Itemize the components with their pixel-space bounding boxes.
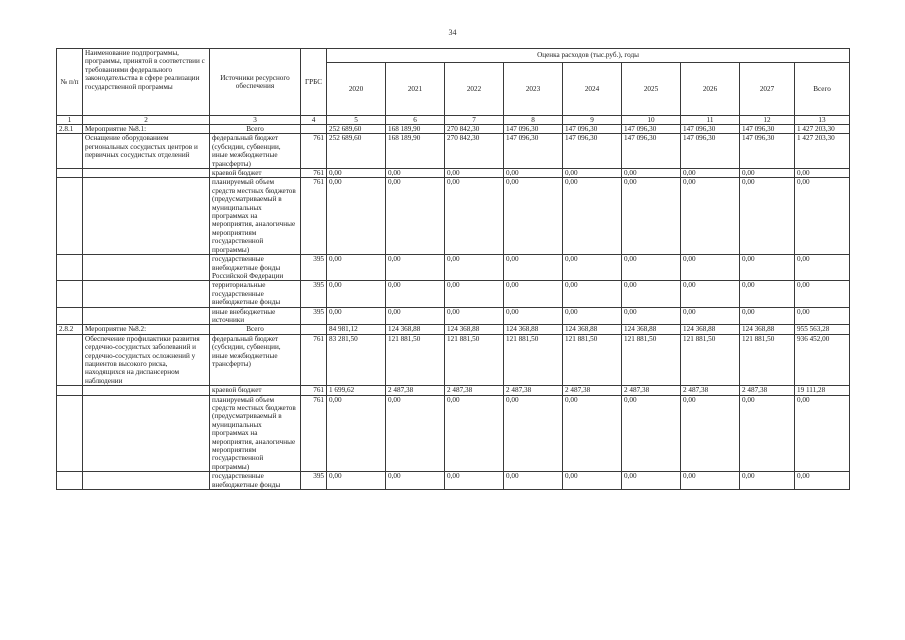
- amount-cell: 270 842,30: [445, 125, 504, 134]
- amount-cell: 124 368,88: [386, 325, 445, 334]
- amount-cell: 0,00: [681, 281, 740, 307]
- header-year: 2024: [563, 63, 622, 116]
- amount-cell: 0,00: [386, 255, 445, 281]
- amount-cell: 0,00: [386, 307, 445, 325]
- amount-cell: 0,00: [327, 281, 386, 307]
- table-row: [57, 395, 850, 472]
- funding-source: краевой бюджет: [210, 386, 301, 395]
- measure-number: [57, 472, 83, 490]
- amount-cell: 0,00: [681, 472, 740, 490]
- amount-cell: 147 096,30: [563, 134, 622, 169]
- amount-cell: 0,00: [386, 169, 445, 178]
- amount-cell: 147 096,30: [681, 134, 740, 169]
- measure-name-cell: [83, 178, 210, 255]
- measure-number: 2.8.1: [57, 125, 83, 134]
- column-number: 5: [327, 116, 386, 125]
- amount-cell: 0,00: [386, 472, 445, 490]
- amount-cell: 0,00: [327, 395, 386, 472]
- amount-cell: 0,00: [740, 169, 795, 178]
- header-group-title: Оценка расходов (тыс.руб.), годы: [327, 49, 850, 63]
- funding-source: планируемый объем средств местных бюджетов (предусматриваемый в муниципальных программах на мероприятия, аналогичные мероприятиям государственной программы): [210, 178, 301, 255]
- amount-cell: 121 881,50: [740, 334, 795, 385]
- amount-cell: 2 487,38: [622, 386, 681, 395]
- amount-cell: 0,00: [795, 169, 850, 178]
- measure-number: [57, 134, 83, 169]
- amount-cell: 0,00: [445, 307, 504, 325]
- amount-cell: 936 452,00: [795, 334, 850, 385]
- amount-cell: 0,00: [795, 395, 850, 472]
- amount-cell: 0,00: [445, 395, 504, 472]
- amount-cell: 2 487,38: [563, 386, 622, 395]
- amount-cell: 121 881,50: [622, 334, 681, 385]
- measure-description: Обеспечение профилактики развития сердечно-сосудистых заболеваний и сердечно-сосудистых осложнений у пациентов высокого риска, находящихся на диспансерном наблюдении: [83, 334, 210, 385]
- grbs-code: [301, 125, 327, 134]
- amount-cell: 0,00: [681, 307, 740, 325]
- measure-name-cell: [83, 255, 210, 281]
- column-number: 9: [563, 116, 622, 125]
- header-year: 2025: [622, 63, 681, 116]
- table-row: [57, 169, 850, 178]
- budget-table: [56, 48, 850, 490]
- measure-number: [57, 386, 83, 395]
- measure-description: Оснащение оборудованием региональных сосудистых центров и первичных сосудистых отделений: [83, 134, 210, 169]
- amount-cell: 2 487,38: [445, 386, 504, 395]
- grbs-code: 761: [301, 178, 327, 255]
- amount-cell: 121 881,50: [386, 334, 445, 385]
- grbs-code: 761: [301, 169, 327, 178]
- measure-name-cell: [83, 307, 210, 325]
- funding-source: территориальные государственные внебюджетные фонды: [210, 281, 301, 307]
- table-row: [57, 472, 850, 490]
- measure-number: [57, 169, 83, 178]
- amount-cell: 0,00: [445, 281, 504, 307]
- funding-source: Всего: [210, 325, 301, 334]
- amount-cell: 1 699,62: [327, 386, 386, 395]
- grbs-code: 395: [301, 255, 327, 281]
- amount-cell: 0,00: [795, 307, 850, 325]
- header-num: № п/п: [57, 49, 83, 116]
- header-year: 2020: [327, 63, 386, 116]
- amount-cell: 19 111,28: [795, 386, 850, 395]
- funding-source: планируемый объем средств местных бюджетов (предусматриваемый в муниципальных программах на мероприятия, аналогичные мероприятиям государственной программы): [210, 395, 301, 472]
- table-row: [57, 178, 850, 255]
- amount-cell: 83 281,50: [327, 334, 386, 385]
- amount-cell: 0,00: [445, 472, 504, 490]
- amount-cell: 0,00: [681, 255, 740, 281]
- amount-cell: 955 563,28: [795, 325, 850, 334]
- column-number: 4: [301, 116, 327, 125]
- measure-title: Мероприятие №8.1:: [83, 125, 210, 134]
- amount-cell: 0,00: [795, 255, 850, 281]
- table-row: [57, 307, 850, 325]
- amount-cell: 0,00: [681, 395, 740, 472]
- measure-name-cell: [83, 169, 210, 178]
- funding-source: федеральный бюджет (субсидии, субвенции, иные межбюджетные трансферты): [210, 134, 301, 169]
- grbs-code: 395: [301, 307, 327, 325]
- header-source: Источники ресурсного обеспечения: [210, 49, 301, 116]
- amount-cell: 168 189,90: [386, 134, 445, 169]
- amount-cell: 2 487,38: [681, 386, 740, 395]
- amount-cell: 0,00: [563, 395, 622, 472]
- amount-cell: 0,00: [795, 178, 850, 255]
- amount-cell: 147 096,30: [622, 134, 681, 169]
- amount-cell: 0,00: [386, 178, 445, 255]
- measure-name-cell: [83, 395, 210, 472]
- amount-cell: 0,00: [504, 178, 563, 255]
- amount-cell: 0,00: [622, 178, 681, 255]
- amount-cell: 0,00: [740, 395, 795, 472]
- header-year: 2023: [504, 63, 563, 116]
- amount-cell: 0,00: [563, 472, 622, 490]
- amount-cell: 0,00: [795, 281, 850, 307]
- header-year: 2021: [386, 63, 445, 116]
- measure-name-cell: [83, 472, 210, 490]
- amount-cell: 147 096,30: [622, 125, 681, 134]
- measure-number: [57, 178, 83, 255]
- amount-cell: 121 881,50: [504, 334, 563, 385]
- amount-cell: 147 096,30: [563, 125, 622, 134]
- measure-number: [57, 307, 83, 325]
- amount-cell: 0,00: [681, 169, 740, 178]
- amount-cell: 147 096,30: [740, 125, 795, 134]
- table-row: [57, 125, 850, 134]
- header-total: Всего: [795, 63, 850, 116]
- measure-number: [57, 395, 83, 472]
- grbs-code: 761: [301, 395, 327, 472]
- amount-cell: 1 427 203,30: [795, 125, 850, 134]
- amount-cell: 2 487,38: [386, 386, 445, 395]
- amount-cell: 0,00: [563, 255, 622, 281]
- grbs-code: 761: [301, 334, 327, 385]
- amount-cell: 0,00: [563, 169, 622, 178]
- header-year: 2027: [740, 63, 795, 116]
- grbs-code: 761: [301, 134, 327, 169]
- amount-cell: 0,00: [740, 281, 795, 307]
- amount-cell: 0,00: [445, 178, 504, 255]
- measure-name-cell: [83, 386, 210, 395]
- amount-cell: 0,00: [386, 281, 445, 307]
- amount-cell: 121 881,50: [563, 334, 622, 385]
- measure-title: Мероприятие №8.2:: [83, 325, 210, 334]
- amount-cell: 0,00: [740, 472, 795, 490]
- column-number: 12: [740, 116, 795, 125]
- amount-cell: 0,00: [740, 307, 795, 325]
- amount-cell: 0,00: [563, 281, 622, 307]
- column-number: 1: [57, 116, 83, 125]
- amount-cell: 0,00: [327, 472, 386, 490]
- amount-cell: 147 096,30: [504, 125, 563, 134]
- column-number: 6: [386, 116, 445, 125]
- amount-cell: 84 981,12: [327, 325, 386, 334]
- amount-cell: 0,00: [563, 307, 622, 325]
- amount-cell: 121 881,50: [445, 334, 504, 385]
- amount-cell: 121 881,50: [681, 334, 740, 385]
- measure-number: [57, 334, 83, 385]
- amount-cell: 0,00: [445, 169, 504, 178]
- grbs-code: 761: [301, 386, 327, 395]
- amount-cell: 147 096,30: [740, 134, 795, 169]
- grbs-code: 395: [301, 472, 327, 490]
- table-row: [57, 325, 850, 334]
- amount-cell: 0,00: [622, 255, 681, 281]
- amount-cell: 2 487,38: [740, 386, 795, 395]
- amount-cell: 0,00: [681, 178, 740, 255]
- amount-cell: 124 368,88: [445, 325, 504, 334]
- measure-number: 2.8.2: [57, 325, 83, 334]
- amount-cell: 252 689,60: [327, 134, 386, 169]
- funding-source: государственные внебюджетные фонды Российской Федерации: [210, 255, 301, 281]
- amount-cell: 0,00: [563, 178, 622, 255]
- amount-cell: 0,00: [504, 281, 563, 307]
- amount-cell: 0,00: [622, 281, 681, 307]
- column-number: 7: [445, 116, 504, 125]
- funding-source: краевой бюджет: [210, 169, 301, 178]
- column-number: 3: [210, 116, 301, 125]
- amount-cell: 147 096,30: [681, 125, 740, 134]
- amount-cell: 0,00: [622, 395, 681, 472]
- amount-cell: 0,00: [622, 307, 681, 325]
- column-number: 2: [83, 116, 210, 125]
- amount-cell: 0,00: [504, 169, 563, 178]
- amount-cell: 0,00: [327, 178, 386, 255]
- column-numbers-row: [57, 116, 850, 125]
- measure-number: [57, 281, 83, 307]
- table-body: [57, 125, 850, 490]
- amount-cell: 168 189,90: [386, 125, 445, 134]
- amount-cell: 0,00: [504, 307, 563, 325]
- table-row: [57, 255, 850, 281]
- amount-cell: 0,00: [740, 178, 795, 255]
- amount-cell: 0,00: [327, 255, 386, 281]
- amount-cell: 124 368,88: [622, 325, 681, 334]
- amount-cell: 124 368,88: [681, 325, 740, 334]
- measure-number: [57, 255, 83, 281]
- amount-cell: 0,00: [740, 255, 795, 281]
- column-number: 10: [622, 116, 681, 125]
- funding-source: Всего: [210, 125, 301, 134]
- amount-cell: 0,00: [504, 395, 563, 472]
- amount-cell: 124 368,88: [504, 325, 563, 334]
- amount-cell: 124 368,88: [740, 325, 795, 334]
- column-number: 11: [681, 116, 740, 125]
- funding-source: государственные внебюджетные фонды: [210, 472, 301, 490]
- column-number: 13: [795, 116, 850, 125]
- table-row: [57, 334, 850, 385]
- amount-cell: 0,00: [622, 169, 681, 178]
- amount-cell: 147 096,30: [504, 134, 563, 169]
- funding-source: иные внебюджетные источники: [210, 307, 301, 325]
- amount-cell: 0,00: [504, 255, 563, 281]
- amount-cell: 0,00: [386, 395, 445, 472]
- table-row: [57, 386, 850, 395]
- amount-cell: 270 842,30: [445, 134, 504, 169]
- table-row: [57, 134, 850, 169]
- header-year: 2022: [445, 63, 504, 116]
- column-number: 8: [504, 116, 563, 125]
- amount-cell: 1 427 203,30: [795, 134, 850, 169]
- amount-cell: 0,00: [327, 307, 386, 325]
- amount-cell: 124 368,88: [563, 325, 622, 334]
- amount-cell: 0,00: [504, 472, 563, 490]
- funding-source: федеральный бюджет (субсидии, субвенции, иные межбюджетные трансферты): [210, 334, 301, 385]
- amount-cell: 0,00: [622, 472, 681, 490]
- measure-name-cell: [83, 281, 210, 307]
- amount-cell: 0,00: [795, 472, 850, 490]
- header-grbs: ГРБС: [301, 49, 327, 116]
- header-year: 2026: [681, 63, 740, 116]
- page-number: 34: [448, 28, 457, 37]
- amount-cell: 0,00: [327, 169, 386, 178]
- grbs-code: [301, 325, 327, 334]
- header-name: Наименование подпрограммы, программы, принятой в соответствии с требованиями федерального законодательства в сфере реализации государственной программы: [83, 49, 210, 116]
- amount-cell: 0,00: [445, 255, 504, 281]
- table-row: [57, 281, 850, 307]
- amount-cell: 252 689,60: [327, 125, 386, 134]
- amount-cell: 2 487,38: [504, 386, 563, 395]
- grbs-code: 395: [301, 281, 327, 307]
